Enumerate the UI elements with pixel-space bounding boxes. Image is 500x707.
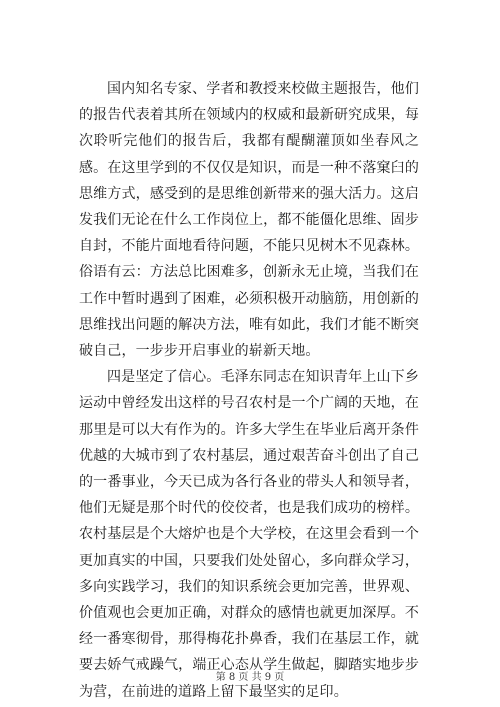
paragraph: 国内知名专家、学者和教授来校做主题报告，他们的报告代表着其所在领域内的权威和最新研究成果，每次聆听完他们的报告后，我都有醍醐灌顶如坐春风之感。在这里学到的不仅仅是知识，而是一种不落窠臼的思维方式，感受到的是思维创新带来的强大活力。这启发我们无论在什么工作岗位上，都不能僵化思维、固步自封，不能片面地看待问题，不能只见树木不见森林。俗语有云：方法总比困难多，创新永无止境，当我们在工作中暂时遇到了困难，必须积极开动脑筋，用创新的思维找出问题的解决方法，唯有如此，我们才能不断突破自己，一步步开启事业的崭新天地。 [79, 81, 419, 360]
page-footer: 第 8 页 共 9 页 [215, 672, 285, 683]
document-body [79, 76, 419, 705]
paragraph: 四是坚定了信心。毛泽东同志在知识青年上山下乡运动中曾经发出这样的号召农村是一个广阔的天地，在那里是可以大有作为的。许多大学生在毕业后离开条件优越的大城市到了农村基层，通过艰苦奋斗创出了自己的一番事业，今天已成为各行各业的带头人和领导者，他们无疑是那个时代的佼佼者，也是我们成功的榜样。农村基层是个大熔炉也是个大学校，在这里会看到一个更加真实的中国，只要我们处处留心，多向群众学习，多向实践学习，我们的知识系统会更加完善，世界观、价值观也会更加正确，对群众的感情也就更加深厚。不经一番寒彻骨，那得梅花扑鼻香，我们在基层工作，就要去娇气戒躁气，端正心态从学生做起，脚踏实地步步为营，在前进的道路上留下最坚实的足印。 [79, 369, 419, 700]
